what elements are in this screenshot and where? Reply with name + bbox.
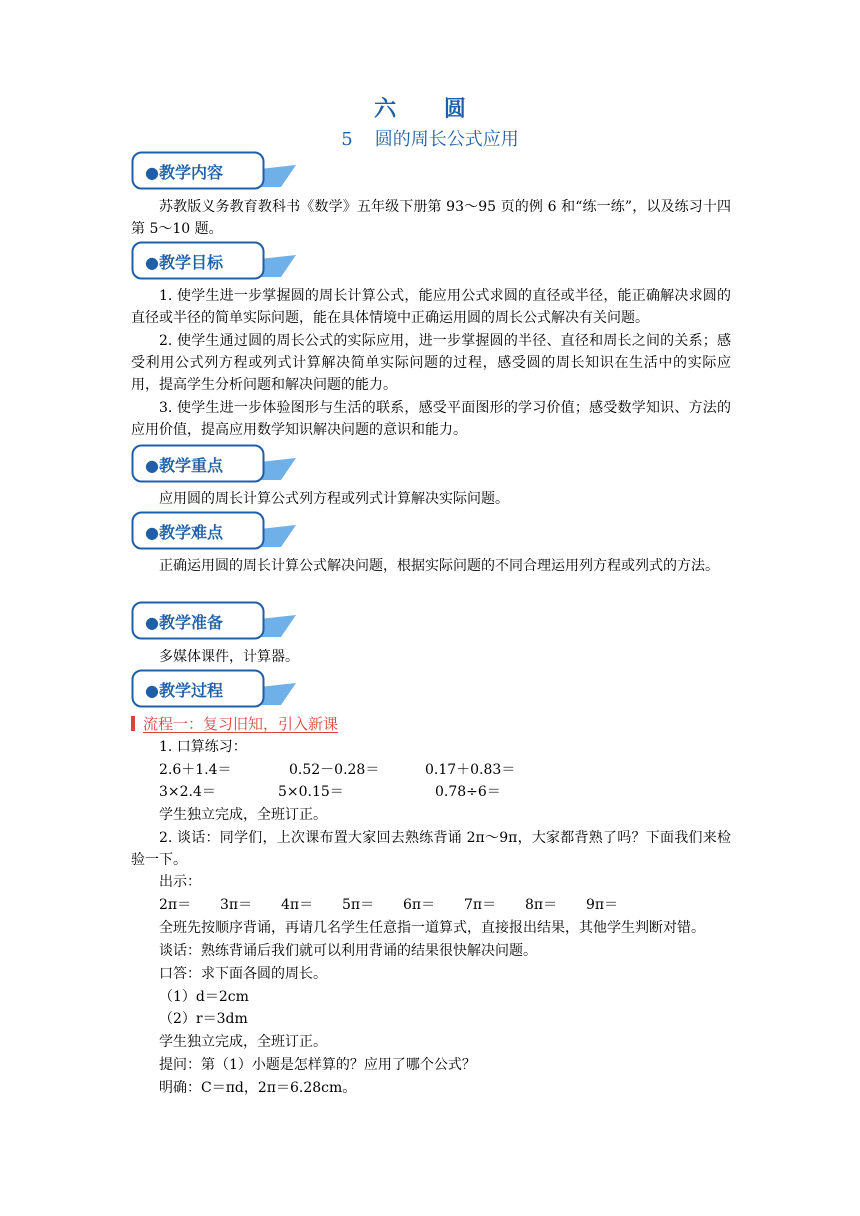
question-item: （1）d＝2cm	[159, 989, 249, 1005]
section-tag-difficulties	[131, 511, 301, 551]
oral-item: 0.17＋0.83＝	[425, 762, 516, 778]
oral-answer-text: 口答：求下面各圆的周长。	[159, 966, 327, 982]
question-item: （2）r＝3dm	[159, 1011, 248, 1027]
oral-practice-title: 1. 口算练习：	[159, 739, 247, 755]
goal-item-1: 1. 使学生进一步掌握圆的周长计算公式，能应用公式求圆的直径或半径，能正确解决求圆的直径或半径的简单实际问题，能在具体情境中正确运用圆的周长公式解决有关问题。	[131, 288, 731, 326]
recite-text: 全班先按顺序背诵，再请几名学生任意指一道算式，直接报出结果，其他学生判断对错。	[159, 920, 705, 936]
clarify-text: 明确：C＝πd，2π＝6.28cm。	[159, 1080, 357, 1096]
section-tag-label: ●教学内容	[145, 163, 223, 182]
pi-item: 4π＝	[281, 897, 314, 913]
oral-item: 3×2.4＝	[159, 784, 216, 800]
oral-item: 0.78÷6＝	[435, 784, 501, 800]
pi-item: 3π＝	[220, 897, 253, 913]
note-text: 学生独立完成，全班订正。	[159, 1034, 327, 1050]
section-tag-goals	[131, 241, 301, 281]
section-tag-key-points	[131, 444, 301, 484]
goal-item-3: 3. 使学生进一步体验图形与生活的联系，感受平面图形的学习价值；感受数学知识、方法的应用价值，提高应用数学知识解决问题的意识和能力。	[131, 400, 731, 438]
flow-bar-marker	[131, 716, 135, 731]
section-tag-process	[131, 669, 301, 709]
flow-heading-text: 流程一：复习旧知，引入新课	[143, 715, 339, 733]
pi-item: 5π＝	[342, 897, 375, 913]
pi-item: 7π＝	[464, 897, 497, 913]
section-tag-label: ●教学难点	[145, 523, 223, 542]
lesson-title	[0, 125, 860, 151]
goal-item-2: 2. 使学生通过圆的周长公式的实际应用，进一步掌握圆的半径、直径和周长之间的关系；感受利用公式列方程或列式计算解决简单实际问题的过程，感受圆的周长知识在生活中的实际应用，提高学生分析问题和解决问题的能力。	[131, 333, 731, 393]
pi-item: 2π＝	[159, 897, 192, 913]
lesson-title-text: 圆的周长公式应用	[374, 129, 519, 150]
section-tag-label: ●教学目标	[145, 253, 223, 272]
difficulties-text: 正确运用圆的周长计算公式解决问题，根据实际问题的不同合理运用列方程或列式的方法。	[159, 558, 719, 574]
section-tag-content	[131, 151, 301, 191]
oral-item: 2.6＋1.4＝	[159, 762, 232, 778]
oral-item: 5×0.15＝	[278, 784, 344, 800]
talk-text: 2. 谈话：同学们，上次课布置大家回去熟练背诵 2π～9π，大家都背熟了吗？下面我们来检验一下。	[131, 830, 731, 868]
section-tag-label: ●教学过程	[145, 681, 223, 700]
pi-item: 9π＝	[586, 897, 619, 913]
section-tag-preparation	[131, 601, 301, 641]
section-tag-label: ●教学准备	[145, 613, 223, 632]
show-label: 出示：	[159, 874, 201, 890]
pi-item: 8π＝	[525, 897, 558, 913]
section-tag-label: ●教学重点	[145, 456, 223, 475]
pi-item: 6π＝	[403, 897, 436, 913]
preparation-text: 多媒体课件，计算器。	[159, 649, 299, 665]
content-text: 苏教版义务教育教科书《数学》五年级下册第 93～95 页的例 6 和“练一练”，以及练习十四第 5～10 题。	[131, 199, 731, 237]
note-text: 学生独立完成，全班订正。	[159, 807, 327, 823]
chapter-title: 六 圆	[374, 97, 486, 122]
oral-item: 0.52－0.28＝	[289, 762, 380, 778]
ask-text: 提问：第（1）小题是怎样算的？应用了哪个公式？	[159, 1057, 476, 1073]
talk-text: 谈话：熟练背诵后我们就可以利用背诵的结果很快解决问题。	[159, 943, 537, 959]
flow-heading	[131, 713, 338, 735]
lesson-number: 5	[341, 129, 353, 150]
key-points-text: 应用圆的周长计算公式列方程或列式计算解决实际问题。	[159, 491, 509, 507]
